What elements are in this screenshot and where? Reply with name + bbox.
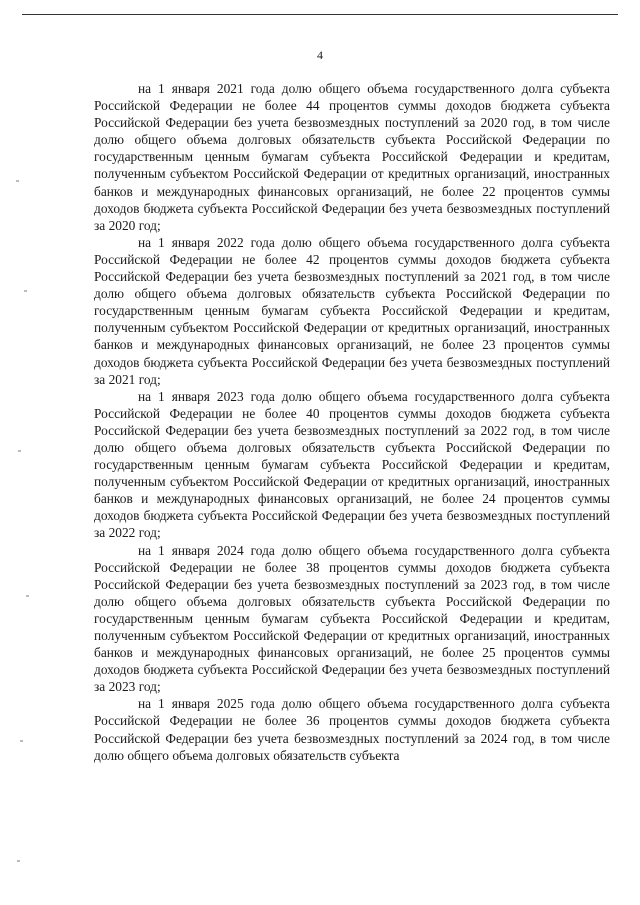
paragraph-2023: на 1 января 2023 года долю общего объема государственного долга субъекта Российской Федерации не более 40 процентов суммы доходов бюджета субъекта Российской Федерации без учета безвозмездных поступлений за 2022 год, в том числе долю общего объема долговых обязательств субъекта Российской Федерации по государственным ценным бумагам субъекта Российской Федерации и кредитам, полученным субъектом Российской Федерации от кредитных организаций, иностранных банков и международных финансовых организаций, не более 24 процентов суммы доходов бюджета субъекта Российской Федерации без учета безвозмездных поступлений за 2022 год; bbox=[94, 388, 610, 541]
page-number: 4 bbox=[317, 48, 323, 62]
paragraph-2021: на 1 января 2021 года долю общего объема государственного долга субъекта Российской Федерации не более 44 процентов суммы доходов бюджета субъекта Российской Федерации без учета безвозмездных поступлений за 2020 год, в том числе долю общего объема долговых обязательств субъекта Российской Федерации по государственным ценным бумагам субъекта Российской Федерации и кредитам, полученным субъектом Российской Федерации от кредитных организаций, иностранных банков и международных финансовых организаций, не более 22 процентов суммы доходов бюджета субъекта Российской Федерации без учета безвозмездных поступлений за 2020 год; bbox=[94, 81, 610, 233]
paragraph-2022: на 1 января 2022 года долю общего объема государственного долга субъекта Российской Федерации не более 42 процентов суммы доходов бюджета субъекта Российской Федерации без учета безвозмездных поступлений за 2021 год, в том числе долю общего объема долговых обязательств субъекта Российской Федерации по государственным ценным бумагам субъекта Российской Федерации и кредитам, полученным субъектом Российской Федерации от кредитных организаций, иностранных банков и международных финансовых организаций, не более 23 процентов суммы доходов бюджета субъекта Российской Федерации без учета безвозмездных поступлений за 2021 год; bbox=[94, 234, 610, 387]
paragraph-2025: на 1 января 2025 года долю общего объема государственного долга субъекта Российской Федерации не более 36 процентов суммы доходов бюджета субъекта Российской Федерации без учета безвозмездных поступлений за 2024 год, в том числе долю общего объема долговых обязательств субъекта bbox=[94, 696, 610, 763]
top-rule bbox=[22, 14, 618, 15]
scan-margin-specks bbox=[14, 140, 64, 880]
document-body bbox=[94, 80, 610, 764]
paragraph-2024: на 1 января 2024 года долю общего объема государственного долга субъекта Российской Федерации не более 38 процентов суммы доходов бюджета субъекта Российской Федерации без учета безвозмездных поступлений за 2023 год, в том числе долю общего объема долговых обязательств субъекта Российской Федерации по государственным ценным бумагам субъекта Российской Федерации и кредитам, полученным субъектом Российской Федерации от кредитных организаций, иностранных банков и международных финансовых организаций, не более 25 процентов суммы доходов бюджета субъекта Российской Федерации без учета безвозмездных поступлений за 2023 год; bbox=[94, 542, 610, 695]
